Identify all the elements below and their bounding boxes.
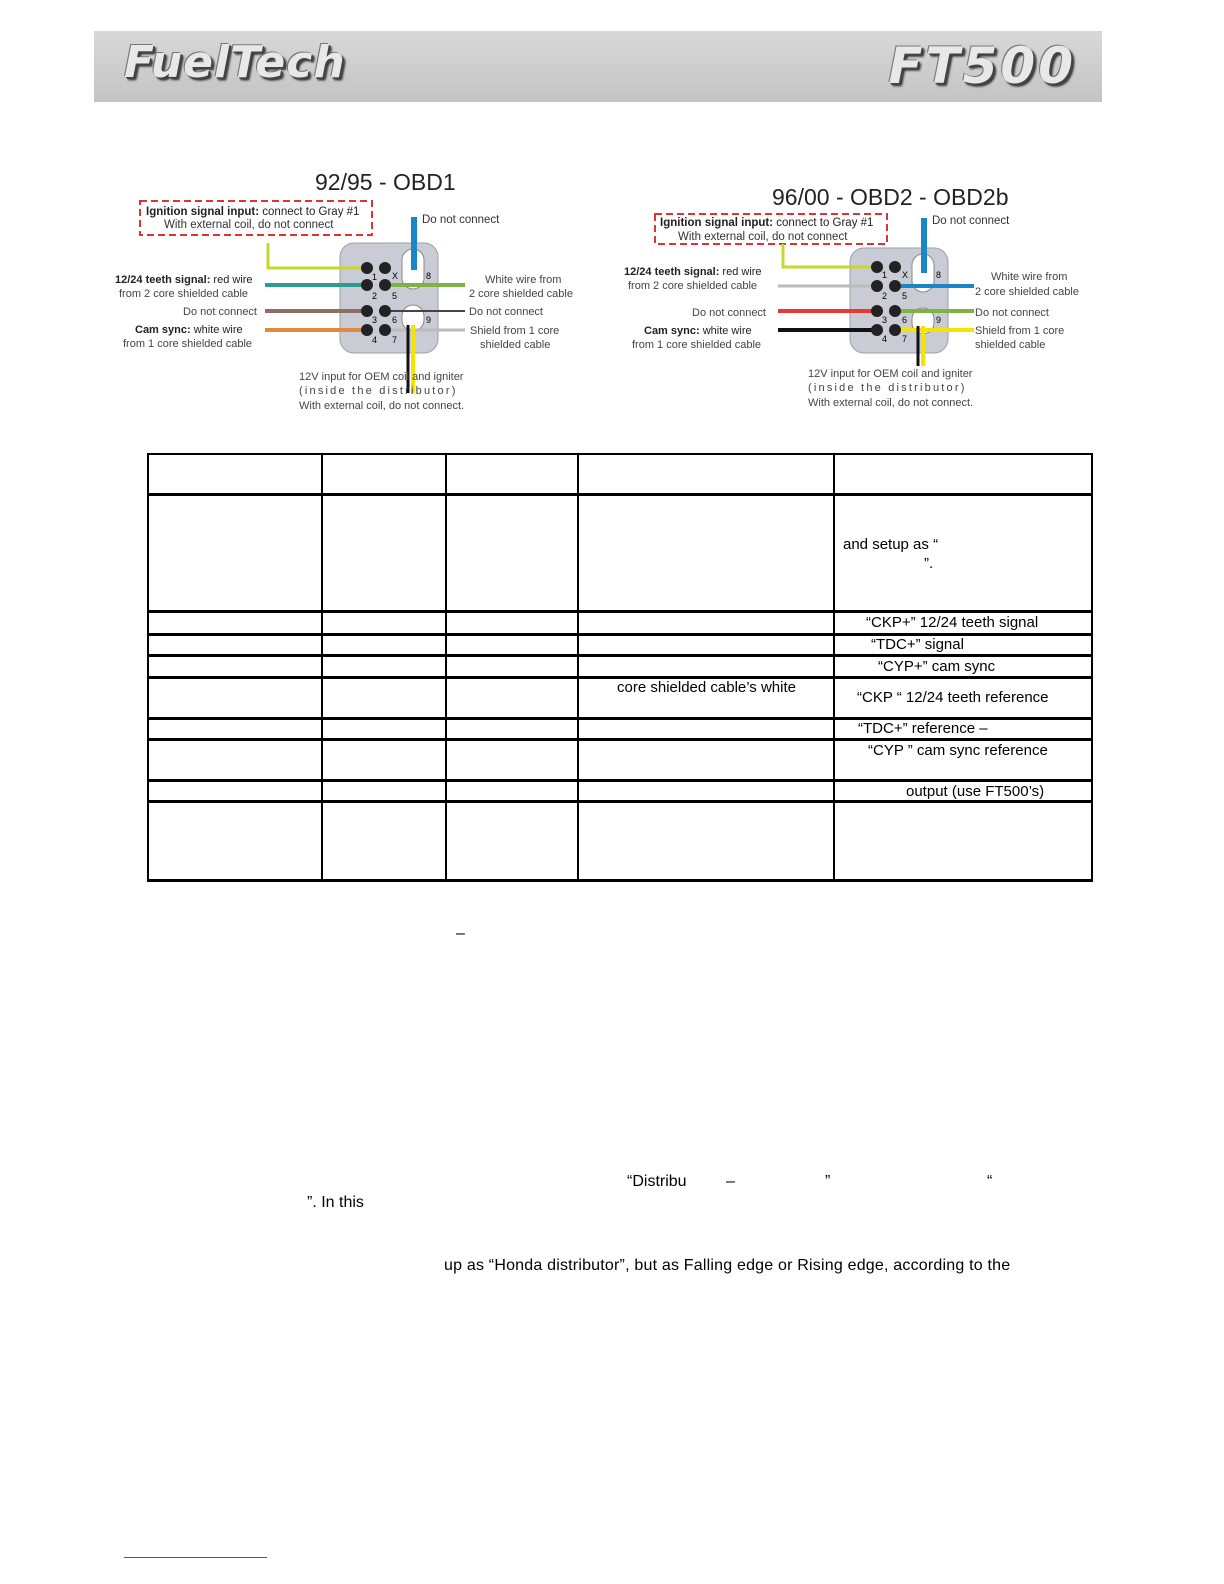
pin-label-3: 3 [372, 315, 378, 325]
cam-label: Cam sync: white wire [135, 324, 243, 336]
pin-label-8-r: 8 [936, 270, 942, 280]
white-wire-1: White wire from [485, 274, 562, 286]
v12-2: (inside the distributor) [299, 385, 458, 397]
cam-label-r: Cam sync: white wire [644, 325, 752, 337]
pin-label-3-r: 3 [882, 315, 888, 325]
cyp-reference: “CYP ” cam sync reference [868, 742, 1048, 759]
ft500-logo: FT500 [888, 37, 1076, 95]
ign-sub: With external coil, do not connect [164, 219, 334, 231]
body-open-quote: “ [987, 1173, 993, 1190]
pin-label-9-r: 9 [936, 315, 942, 325]
pin-label-4-r: 4 [882, 334, 888, 344]
obd1-wiring-svg [110, 165, 600, 420]
shield-1-r: Shield from 1 core [975, 325, 1065, 337]
obd2-wiring-svg [618, 178, 1108, 418]
table-col-rule [1091, 453, 1093, 882]
cam-sub-r: from 1 core shielded cable [632, 339, 762, 351]
white-wire-2-r: 2 core shielded cable [975, 286, 1079, 298]
table-rule [147, 800, 1093, 803]
shield-2-r: shielded cable [975, 339, 1046, 351]
teeth-sub-r: from 2 core shielded cable [628, 280, 758, 292]
body-distribu: “Distribu [627, 1173, 687, 1190]
table-rule [147, 738, 1093, 741]
table-rule [147, 453, 1093, 455]
cyp-signal: “CYP+” cam sync [878, 658, 996, 675]
table-col-rule [147, 453, 149, 882]
table-rule [147, 610, 1093, 613]
body-close-quote: ” [825, 1173, 831, 1190]
output-use: output (use FT500’s) [906, 783, 1045, 800]
white-wire-2: 2 core shielded cable [469, 288, 573, 300]
diagram-obd1 [110, 165, 600, 420]
v12-1: 12V input for OEM coil and igniter [299, 371, 464, 383]
pin-label-2: 2 [372, 291, 378, 301]
pin-label-4: 4 [372, 335, 378, 345]
pin-label-x-r: X [902, 270, 909, 280]
body-dash: – [456, 925, 465, 942]
pin-label-6-r: 6 [902, 315, 908, 325]
table-col-rule [833, 453, 835, 882]
cam-sub: from 1 core shielded cable [123, 338, 253, 350]
dnc-top: Do not connect [422, 214, 500, 226]
diagram-obd2 [618, 178, 1108, 418]
pin-label-6: 6 [392, 315, 398, 325]
dnc-left-r: Do not connect [692, 307, 766, 319]
core-shielded: core shielded cable’s white [617, 679, 796, 696]
v12-1-r: 12V input for OEM coil and igniter [808, 368, 973, 380]
ign-sub-r: With external coil, do not connect [678, 231, 848, 243]
teeth-sub: from 2 core shielded cable [119, 288, 249, 300]
v12-3: With external coil, do not connect. [299, 400, 465, 412]
pin-label-2-r: 2 [882, 291, 888, 301]
v12-3-r: With external coil, do not connect. [808, 397, 974, 409]
v12-2-r: (inside the distributor) [808, 382, 967, 394]
pin-label-9: 9 [426, 315, 432, 325]
fueltech-logo: FuelTech [124, 37, 346, 88]
dnc-right: Do not connect [469, 306, 543, 318]
setup-text-1: and setup as “ [843, 536, 939, 553]
obd1-title: 92/95 - OBD1 [315, 169, 456, 195]
table-rule [147, 654, 1093, 657]
body-dash-2: – [726, 1173, 735, 1190]
dnc-top-r: Do not connect [932, 215, 1010, 227]
white-wire-1-r: White wire from [991, 271, 1068, 283]
footer-link-underline[interactable] [124, 1557, 267, 1558]
table-col-rule [445, 453, 447, 882]
dnc-right-r: Do not connect [975, 307, 1049, 319]
pin-7-r [889, 324, 901, 336]
teeth-label: 12/24 teeth signal: red wire [115, 274, 253, 286]
table-rule [147, 879, 1093, 882]
pin-label-1-r: 1 [882, 270, 888, 280]
shield-2: shielded cable [480, 339, 551, 351]
pin-label-8: 8 [426, 271, 432, 281]
pin-6 [379, 305, 391, 317]
pin-label-x: X [392, 271, 399, 281]
ckp-reference: “CKP “ 12/24 teeth reference [857, 689, 1049, 706]
tdc-reference: “TDC+” reference – [858, 720, 988, 737]
setup-text-2: ”. [924, 555, 934, 572]
body-in-this: ”. In this [307, 1194, 364, 1211]
ign-label: Ignition signal input: connect to Gray #1 [146, 206, 360, 218]
tdc-signal: “TDC+” signal [871, 636, 964, 653]
pin-label-1: 1 [372, 272, 378, 282]
pinout-table [147, 453, 1093, 881]
pin-6-r [889, 305, 901, 317]
pin-label-7: 7 [392, 335, 398, 345]
table-rule [147, 493, 1093, 496]
pin-7 [379, 324, 391, 336]
shield-1: Shield from 1 core [470, 325, 560, 337]
obd2-title: 96/00 - OBD2 - OBD2b [772, 184, 1009, 210]
pin-5 [379, 279, 391, 291]
pin-label-5: 5 [392, 291, 398, 301]
pin-label-5-r: 5 [902, 291, 908, 301]
ign-label-r: Ignition signal input: connect to Gray #1 [660, 217, 874, 229]
table-rule [147, 779, 1093, 782]
pin-5-r [889, 280, 901, 292]
dnc-left: Do not connect [183, 306, 257, 318]
header-banner [94, 31, 1102, 102]
body-last-line: up as “Honda distributor”, but as Falling edge or Rising edge, according to the [444, 1257, 1011, 1274]
pin-label-7-r: 7 [902, 334, 908, 344]
pin-x [379, 262, 391, 274]
table-col-rule [577, 453, 579, 882]
teeth-label-r: 12/24 teeth signal: red wire [624, 266, 762, 278]
ckp-signal: “CKP+” 12/24 teeth signal [866, 614, 1039, 631]
table-col-rule [321, 453, 323, 882]
pin-x-r [889, 261, 901, 273]
